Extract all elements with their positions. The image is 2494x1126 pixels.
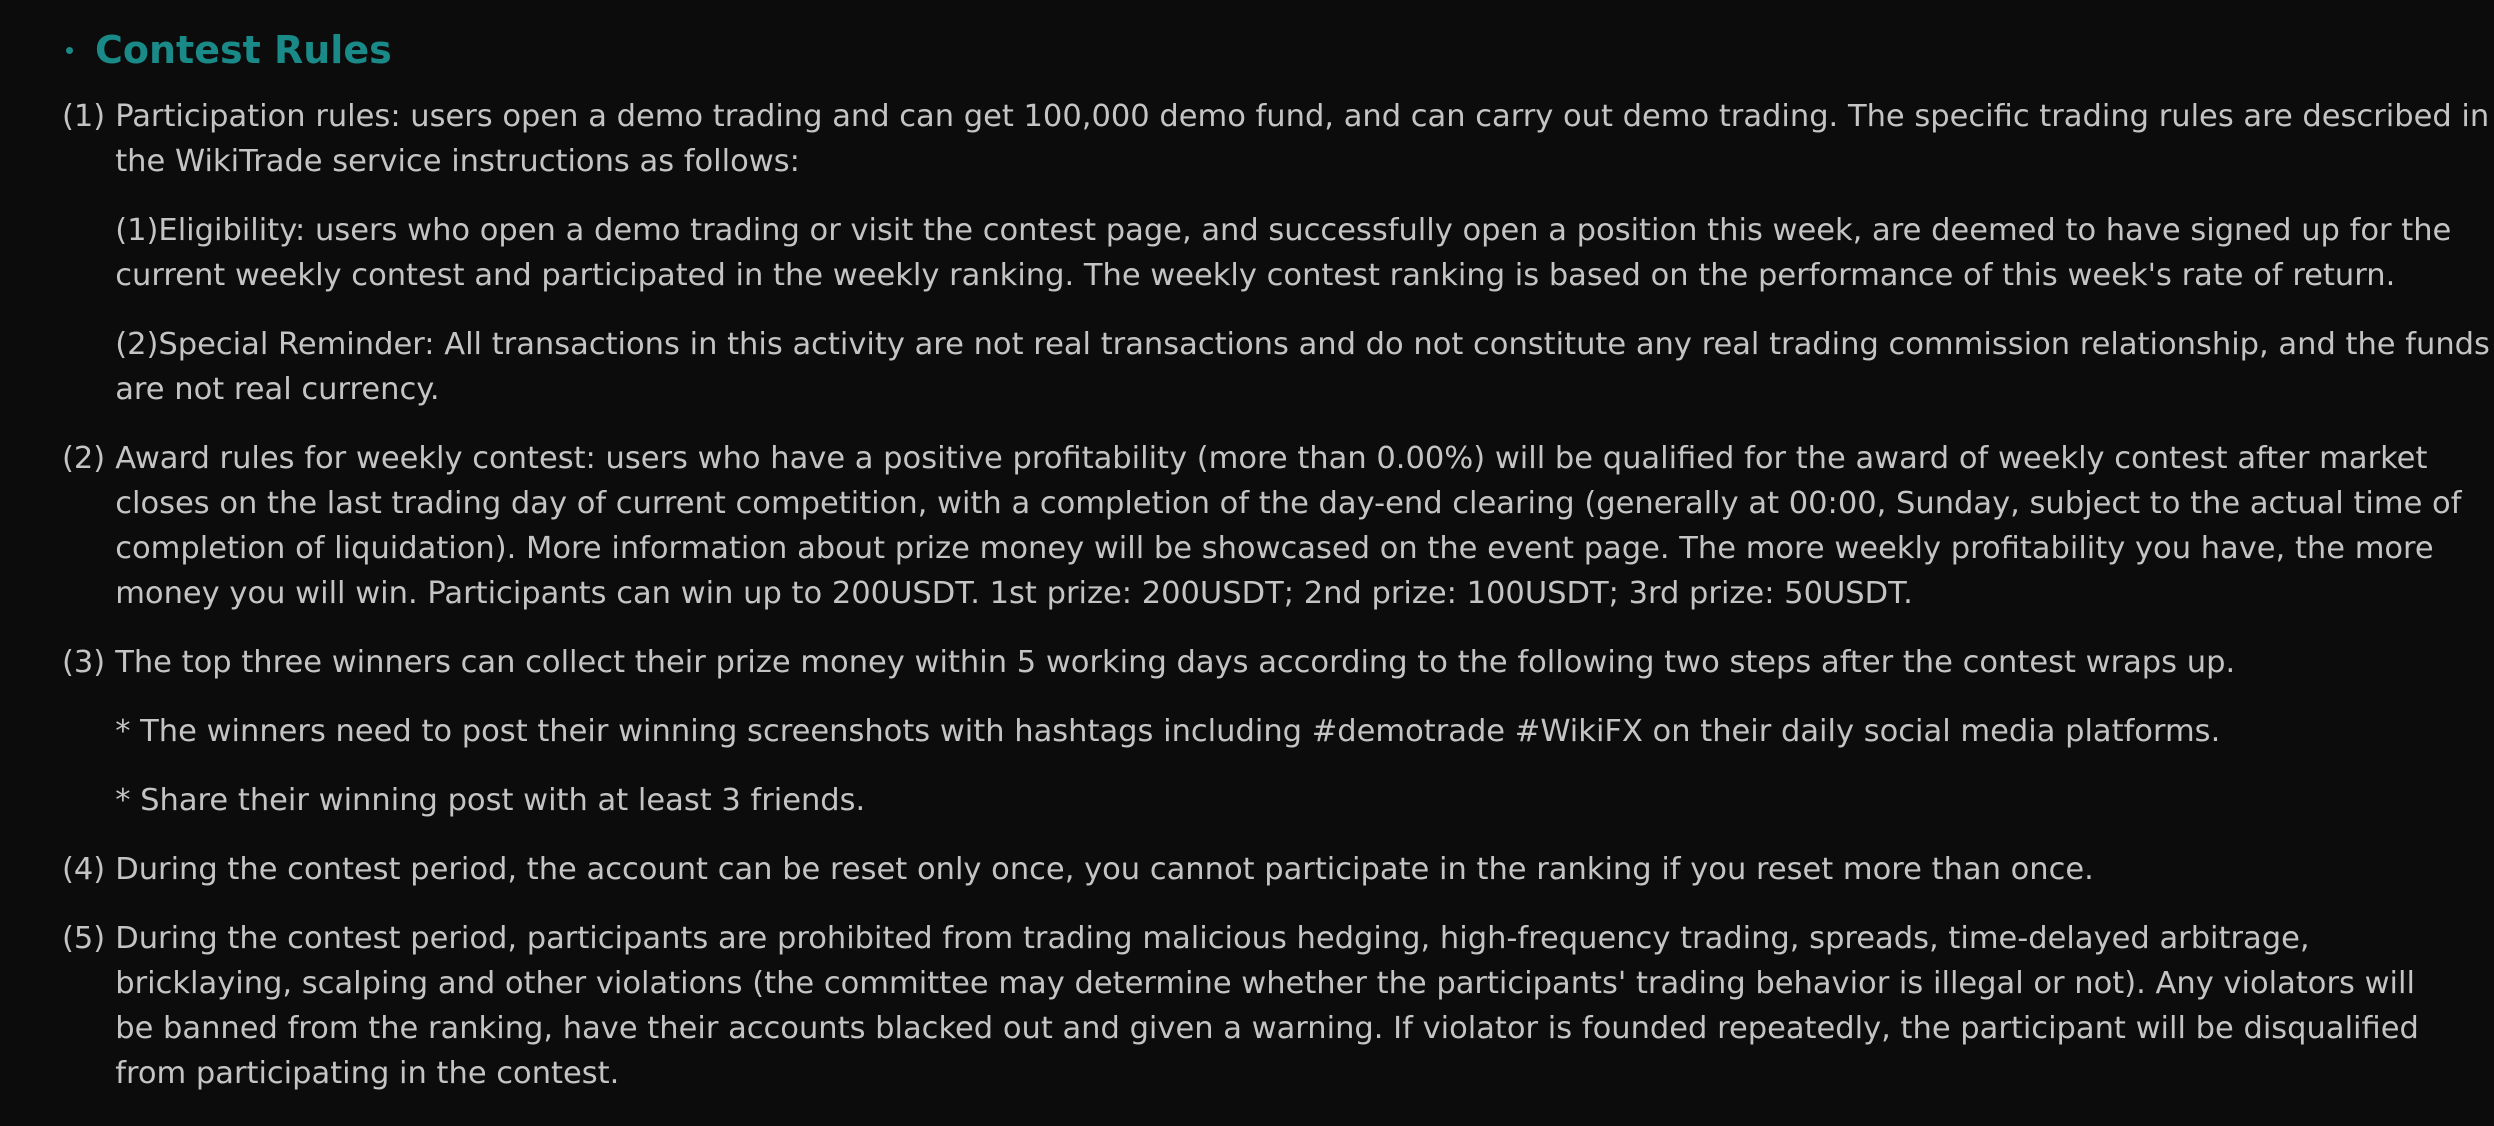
rule-item-5 — [62, 916, 2462, 1096]
section-title: Contest Rules — [95, 28, 392, 72]
rule-item-4 — [62, 847, 2462, 892]
rule-item-3 — [62, 640, 2462, 823]
rule-item-1 — [62, 94, 2490, 412]
rule-subitem: (1)Eligibility: users who open a demo trading or visit the contest page, and successfully open a position this week, are deemed to have signed up for the current weekly contest and participated in the weekly ranking. The weekly contest ranking is based on the performance of this week's rate of return. — [115, 213, 2452, 293]
rule-text: Award rules for weekly contest: users who have a positive profitability (more than 0.00%) will be qualified for the award of weekly contest after market closes on the last trading day of current competition, with a completion of the day-end clearing (generally at 00:00, Sunday, subject to the actual time of completion of liquidation). More information about prize money will be showcased on the event page. The more weekly profitability you have, the more money you will win. Participants can win up to 200USDT. 1st prize: 200USDT; 2nd prize: 100USDT; 3rd prize: 50USDT. — [115, 441, 2462, 611]
rule-text: During the contest period, participants are prohibited from trading malicious hedging, high-frequency trading, spreads, time-delayed arbitrage, bricklaying, scalping and other violations (the committee may determine whether the participants' trading behavior is illegal or not). Any violators will be banned from the ranking, have their accounts blacked out and given a warning. If violator is founded repeatedly, the participant will be disqualified from participating in the contest. — [115, 921, 2419, 1091]
rule-subitem: * The winners need to post their winning screenshots with hashtags including #demotrade #WikiFX on their daily social media platforms. — [115, 714, 2221, 749]
rule-number: (1) — [62, 99, 106, 134]
rule-item-2 — [62, 436, 2462, 616]
section-heading — [66, 22, 2494, 78]
rule-number: (2) — [62, 441, 106, 476]
rule-text: During the contest period, the account can be reset only once, you cannot participate in the ranking if you reset more than once. — [115, 852, 2094, 887]
rule-subitem: * Share their winning post with at least 3 friends. — [115, 783, 866, 818]
bullet-dot-icon — [66, 47, 73, 54]
rule-subitem: (2)Special Reminder: All transactions in this activity are not real transactions and do not constitute any real trading commission relationship, and the funds are not real currency. — [115, 327, 2490, 407]
rule-number: (4) — [62, 852, 106, 887]
rule-text: Participation rules: users open a demo trading and can get 100,000 demo fund, and can carry out demo trading. The specific trading rules are described in the WikiTrade service instructions as follows: — [115, 99, 2490, 179]
rule-text: The top three winners can collect their prize money within 5 working days according to the following two steps after the contest wraps up. — [115, 645, 2236, 680]
rule-number: (3) — [62, 645, 106, 680]
rule-number: (5) — [62, 921, 106, 956]
